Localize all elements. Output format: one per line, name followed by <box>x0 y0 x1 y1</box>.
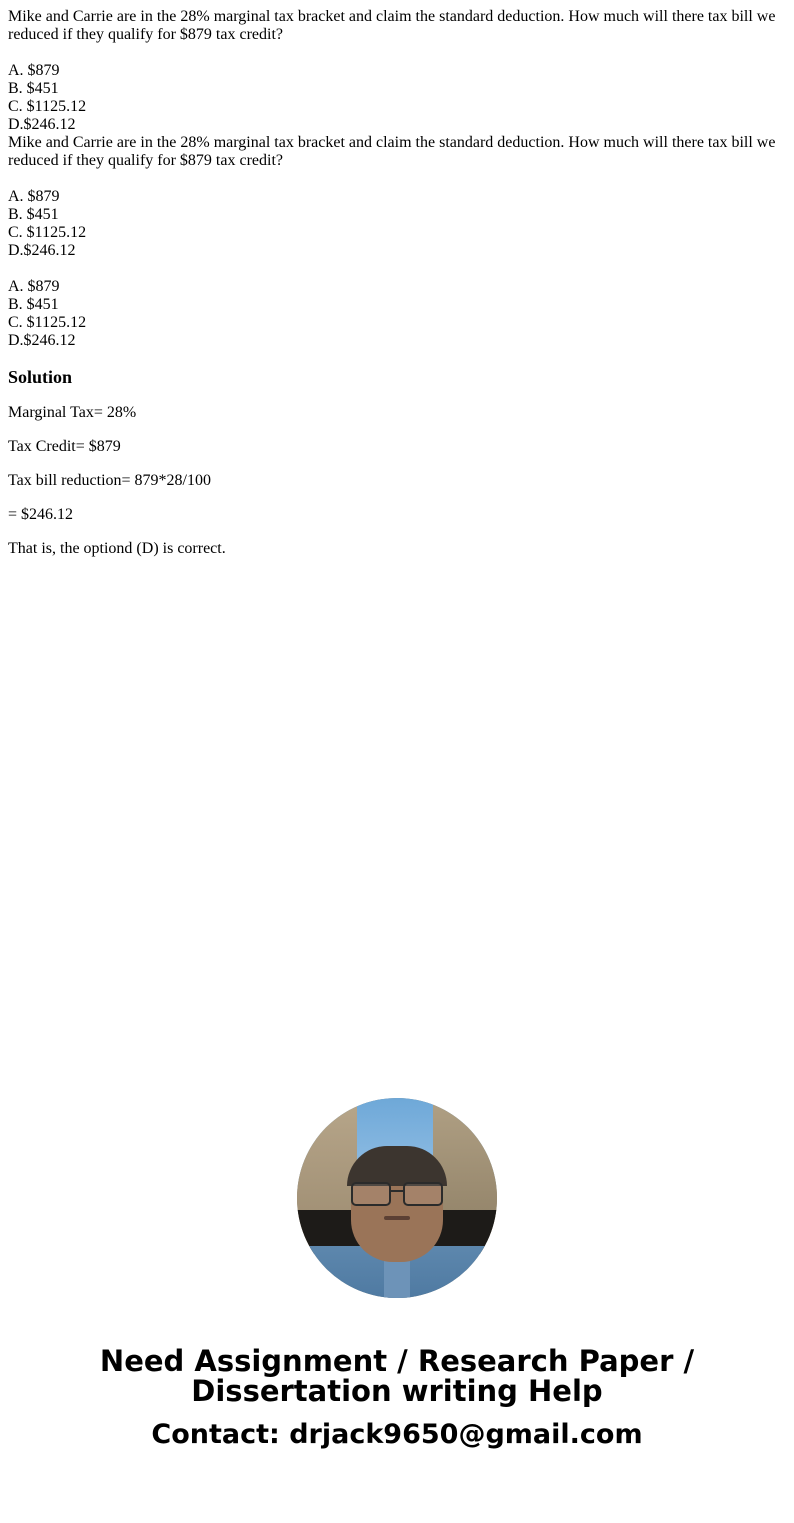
choices-block-1 <box>8 62 786 134</box>
choice-option: B. $451 <box>8 296 59 313</box>
glasses-lens-right <box>403 1182 443 1206</box>
choice-option: D.$246.12 <box>8 116 76 133</box>
document-body <box>0 0 794 558</box>
choice-option: A. $879 <box>8 62 60 79</box>
solution-heading: Solution <box>8 367 73 387</box>
glasses-icon <box>349 1182 445 1204</box>
choice-option: C. $1125.12 <box>8 224 87 241</box>
avatar <box>297 1098 497 1298</box>
solution-step: = $246.12 <box>8 506 74 523</box>
choice-option: D.$246.12 <box>8 242 76 259</box>
solution-step: Marginal Tax= 28% <box>8 404 137 421</box>
solution-step: Tax bill reduction= 879*28/100 <box>8 472 211 489</box>
question-text-2: Mike and Carrie are in the 28% marginal tax bracket and claim the standard deduction. How much will there tax bill we reduced if they qualify for $879 tax credit? <box>8 134 776 169</box>
choice-option: B. $451 <box>8 80 59 97</box>
choices-block-2 <box>8 188 786 260</box>
glasses-lens-left <box>351 1182 391 1206</box>
promo-contact: Contact: drjack9650@gmail.com <box>151 1419 643 1450</box>
choice-option: D.$246.12 <box>8 332 76 349</box>
choices-block-3 <box>8 278 786 350</box>
choice-option: A. $879 <box>8 278 60 295</box>
question-text-1: Mike and Carrie are in the 28% marginal tax bracket and claim the standard deduction. How much will there tax bill we reduced if they qualify for $879 tax credit? <box>8 8 776 43</box>
gap-2 <box>8 170 786 188</box>
promo-headline: Need Assignment / Research Paper / Dissertation writing Help <box>99 1344 695 1408</box>
solution-step: Tax Credit= $879 <box>8 438 121 455</box>
gap-1 <box>8 44 786 62</box>
avatar-container <box>0 1098 794 1298</box>
promo-footer <box>0 1098 794 1470</box>
choice-option: B. $451 <box>8 206 59 223</box>
choice-option: C. $1125.12 <box>8 98 87 115</box>
choice-option: A. $879 <box>8 188 60 205</box>
avatar-mouth <box>384 1216 410 1220</box>
solution-step: That is, the optiond (D) is correct. <box>8 540 226 557</box>
choice-option: C. $1125.12 <box>8 314 87 331</box>
gap-3 <box>8 260 786 278</box>
